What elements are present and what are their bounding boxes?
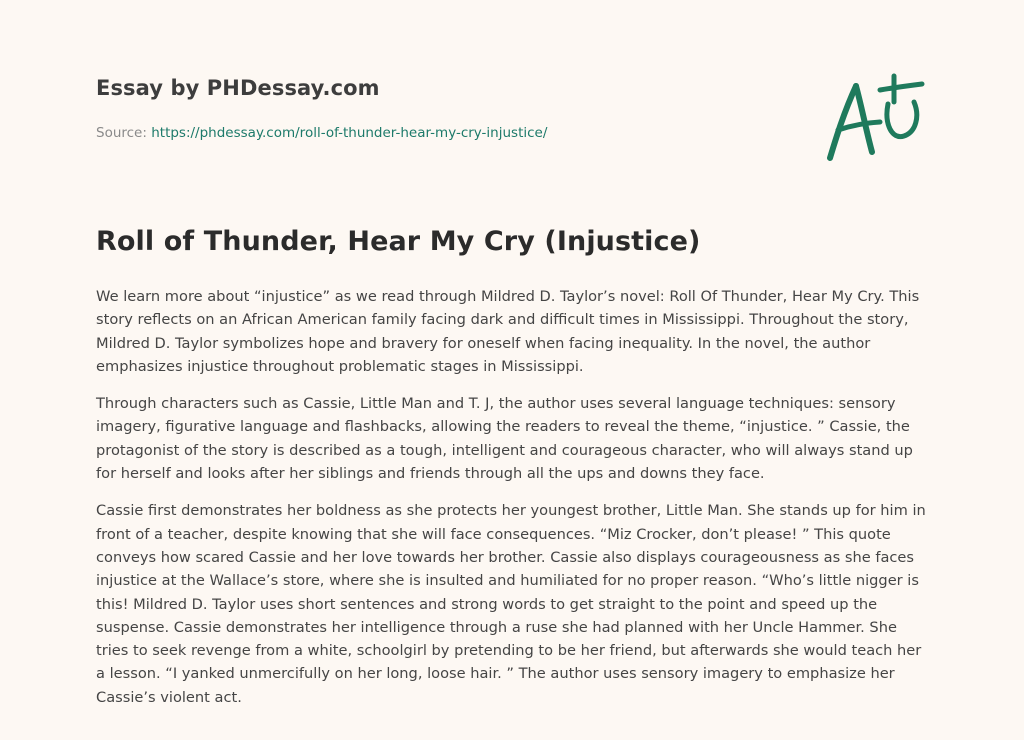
header <box>96 76 696 100</box>
essay-paragraph-3: Cassie first demonstrates her boldness as she protects her youngest brother, Little Man. She stands up for him in front of a teacher, despite knowing that she will face consequences. “Miz Crocker, don’t please! ” This quote conveys how scared Cassie and her love towards her brother. Cassie also displays courageousness as she faces injustice at the Wallace’s store, where she is insulted and humiliated for no proper reason. “Who’s little nigger is this! Mildred D. Taylor uses short sentences and strong words to get straight to the point and speed up the suspense. Cassie demonstrates her intelligence through a ruse she had planned with her Uncle Hammer. She tries to seek revenge from a white, schoolgirl by pretending to be her friend, but afterwards she would teach her a lesson. “I yanked unmercifully on her long, loose hair. ” The author uses sensory imagery to emphasize her Cassie’s violent act. <box>96 502 926 706</box>
essay-paragraph-2: Through characters such as Cassie, Little Man and T. J, the author uses several language techniques: sensory imagery, figurative language and flashbacks, allowing the readers to reveal the theme, “injustice. ” Cassie, the protagonist of the story is described as a tough, intelligent and courageous character, who will always stand up for herself and looks after her siblings and friends through all the ups and downs they face. <box>96 395 913 483</box>
source-line <box>96 125 547 141</box>
site-title: Essay by PHDessay.com <box>96 76 380 100</box>
essay-body <box>96 285 928 723</box>
source-label: Source: <box>96 125 147 141</box>
essay-paragraph-1: We learn more about “injustice” as we read through Mildred D. Taylor’s novel: Roll Of Thunder, Hear My Cry. This story reflects on an African American family facing dark and difficult times in Mississippi. Throughout the story, Mildred D. Taylor symbolizes hope and bravery for oneself when facing inequality. In the novel, the author emphasizes injustice throughout problematic stages in Mississippi. <box>96 288 920 375</box>
a-plus-logo-icon <box>820 68 930 168</box>
essay-title: Roll of Thunder, Hear My Cry (Injustice) <box>96 226 701 257</box>
source-link[interactable]: https://phdessay.com/roll-of-thunder-hear-my-cry-injustice/ <box>151 125 548 141</box>
